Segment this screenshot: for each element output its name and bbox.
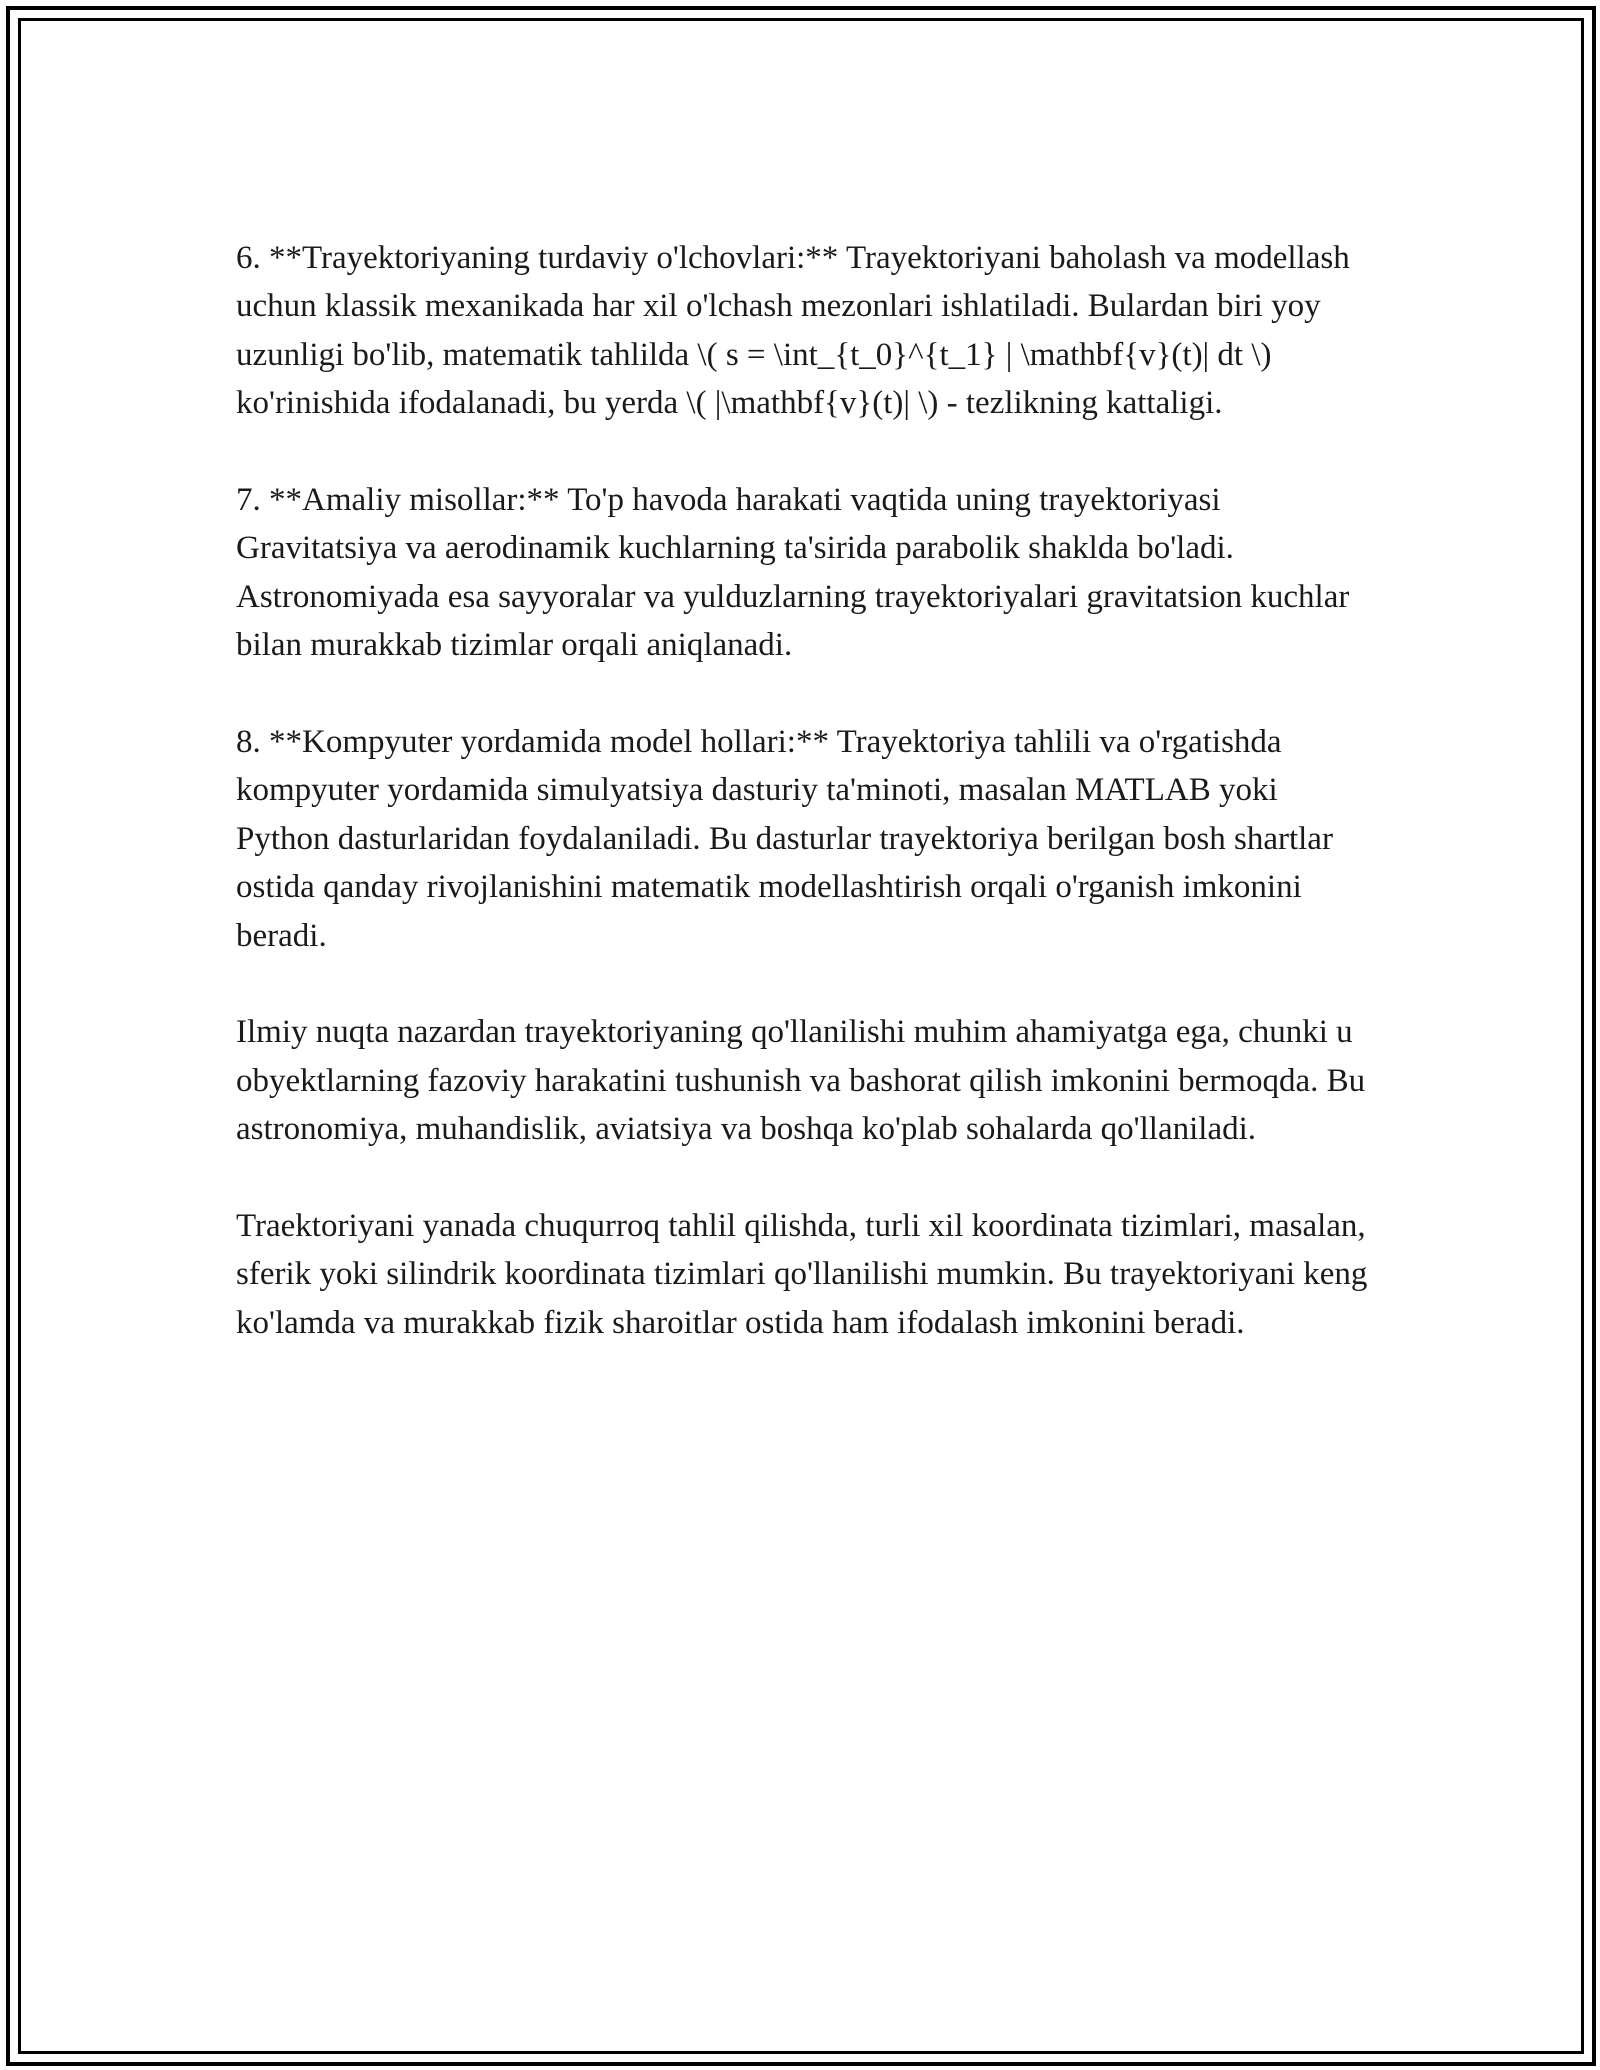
paragraph-7-practical-examples: 7. **Amaliy misollar:** To'p havoda harakati vaqtida uning trayektoriyasi Gravitatsiya va aerodinamik kuchlarning ta'sirida parabolik shaklda bo'ladi. Astronomiyada esa sayyoralar va yulduzlarning trayektoriyalari gravitatsion kuchlar bilan murakkab tizimlar orqali aniqlanadi. bbox=[236, 482, 1350, 664]
paragraph-coordinate-systems: Traektoriyani yanada chuqurroq tahlil qilishda, turli xil koordinata tizimlari, masalan, sferik yoki silindrik koordinata tizimlari qo'llanilishi mumkin. Bu trayektoriyani keng ko'lamda va murakkab fizik sharoitlar ostida ham ifodalash imkonini beradi. bbox=[236, 1208, 1368, 1341]
document-body bbox=[236, 234, 1372, 1396]
paragraph-6-trajectory-measures: 6. **Trayektoriyaning turdaviy o'lchovlari:** Trayektoriyani baholash va modellash uchun klassik mexanikada har xil o'lchash mezonlari ishlatiladi. Bulardan biri yoy uzunligi bo'lib, matematik tahlilda \( s = \int_{t_0}^{t_1} | \mathbf{v}(t)| dt \) ko'rinishida ifodalanadi, bu yerda \( |\mathbf{v}(t)| \) - tezlikning kattaligi. bbox=[236, 240, 1350, 422]
paragraph-8-computer-models: 8. **Kompyuter yordamida model hollari:** Trayektoriya tahlili va o'rgatishda kompyuter yordamida simulyatsiya dasturiy ta'minoti, masalan MATLAB yoki Python dasturlaridan foydalaniladi. Bu dasturlar trayektoriya berilgan bosh shartlar ostida qanday rivojlanishini matematik modellashtirish orqali o'rganish imkonini beradi. bbox=[236, 724, 1333, 954]
paragraph-scientific-importance: Ilmiy nuqta nazardan trayektoriyaning qo'llanilishi muhim ahamiyatga ega, chunki u obyektlarning fazoviy harakatini tushunish va bashorat qilish imkonini bermoqda. Bu astronomiya, muhandislik, aviatsiya va boshqa ko'plab sohalarda qo'llaniladi. bbox=[236, 1014, 1366, 1148]
